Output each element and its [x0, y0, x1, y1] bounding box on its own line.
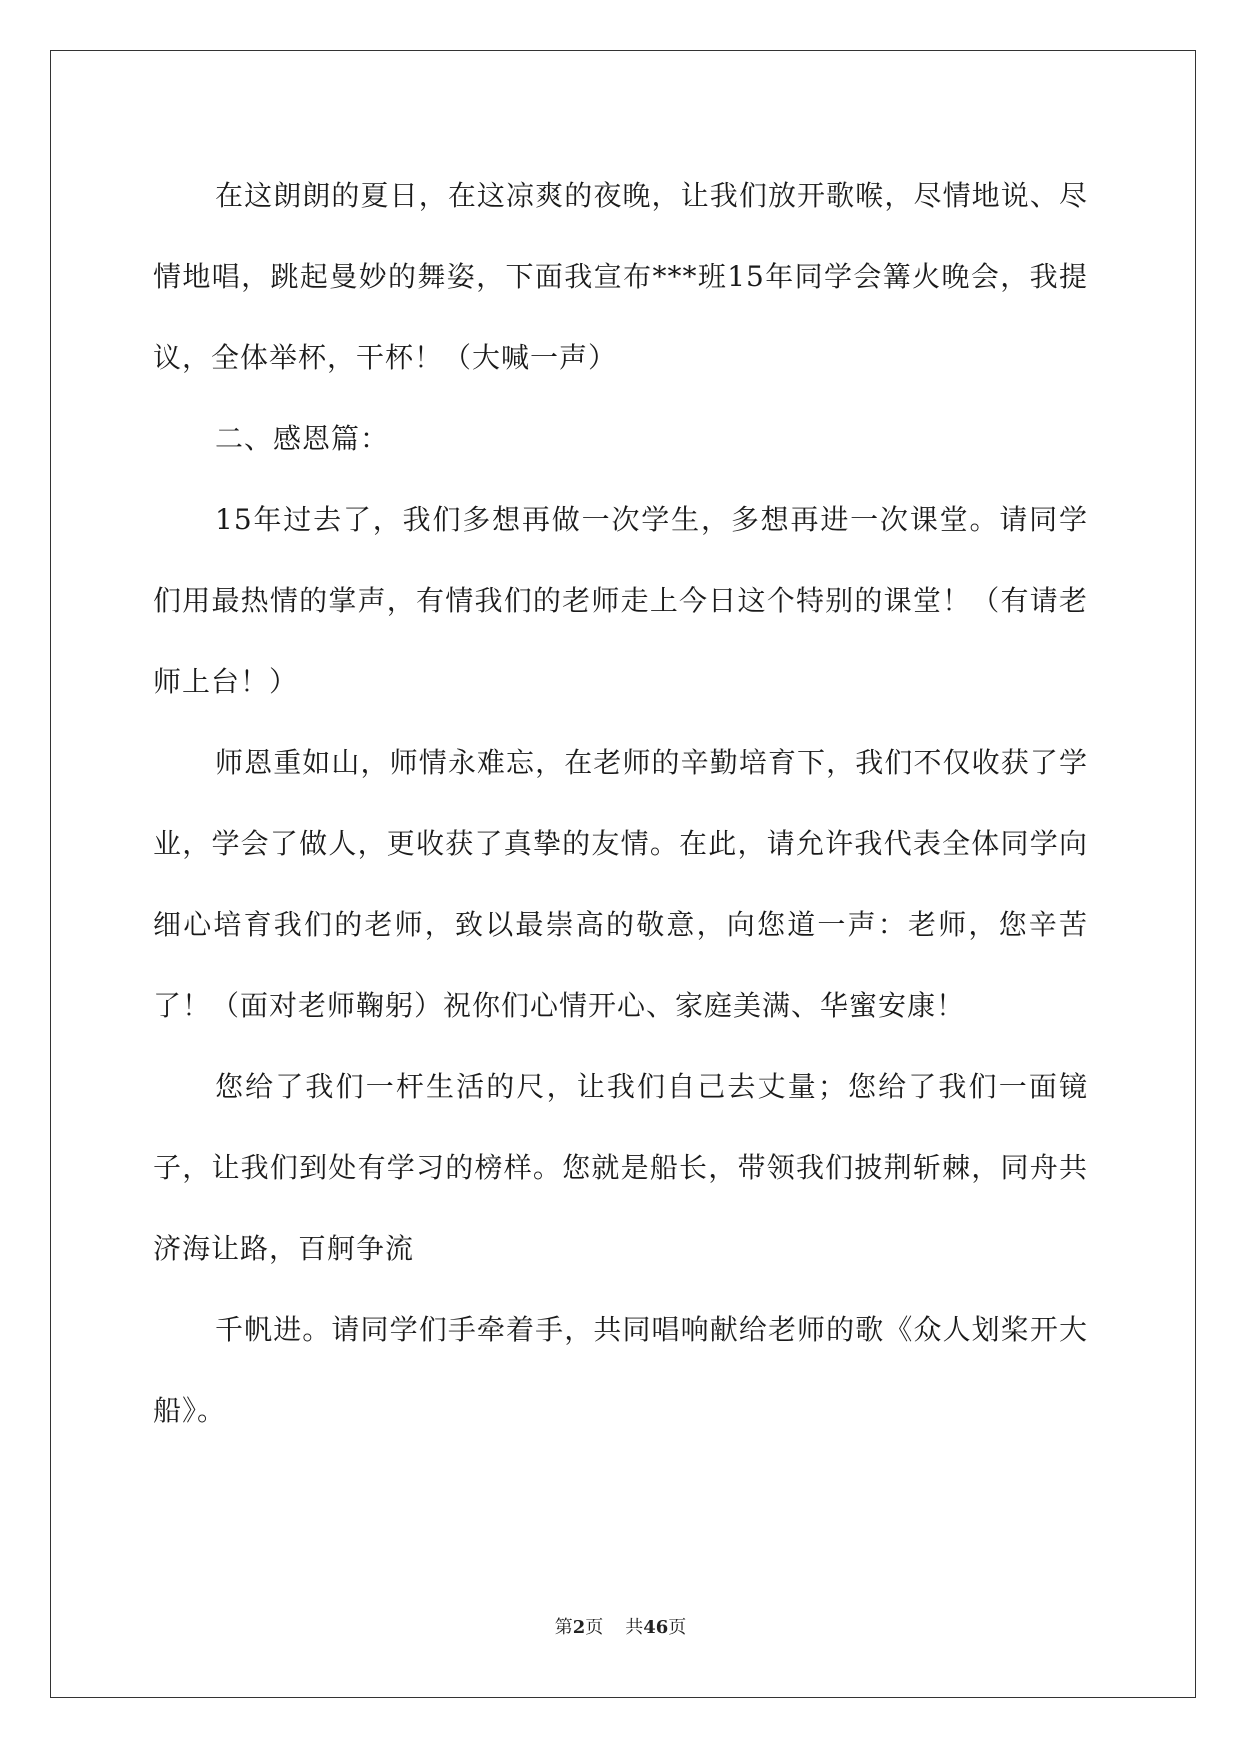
paragraph-thanks-teachers: 师恩重如山，师情永难忘，在老师的辛勤培育下，我们不仅收获了学业，学会了做人，更收获了真挚的友情。在此，请允许我代表全体同学向细心培育我们的老师，致以最崇高的敬意，向您道一声：老师，您辛苦了！（面对老师鞠躬）祝你们心情开心、家庭美满、华蜜安康！ [153, 746, 1088, 1022]
footer-page-suffix: 页 [585, 1617, 604, 1638]
paragraph-song: 千帆进。请同学们手牵着手，共同唱响献给老师的歌《众人划桨开大船》。 [153, 1313, 1088, 1427]
footer-page-number: 2 [572, 1617, 586, 1638]
page-footer [0, 1616, 1241, 1640]
footer-total-prefix: 共 [625, 1617, 644, 1638]
footer-page-prefix: 第 [554, 1617, 573, 1638]
document-body [153, 155, 1088, 1451]
section-heading-gratitude: 二、感恩篇： [215, 422, 390, 455]
paragraph-invite-teachers: 15年过去了，我们多想再做一次学生，多想再进一次课堂。请同学们用最热情的掌声，有情我们的老师走上今日这个特别的课堂！（有请老师上台！） [153, 503, 1088, 698]
footer-total-suffix: 页 [668, 1617, 687, 1638]
footer-total-pages: 46 [643, 1617, 669, 1638]
paragraph-teacher-role: 您给了我们一杆生活的尺，让我们自己去丈量；您给了我们一面镜子，让我们到处有学习的榜样。您就是船长，带领我们披荆斩棘，同舟共济海让路，百舸争流 [153, 1070, 1088, 1265]
paragraph-opening: 在这朗朗的夏日，在这凉爽的夜晚，让我们放开歌喉，尽情地说、尽情地唱，跳起曼妙的舞姿，下面我宣布***班15年同学会篝火晚会，我提议，全体举杯，干杯！（大喊一声） [153, 179, 1088, 374]
